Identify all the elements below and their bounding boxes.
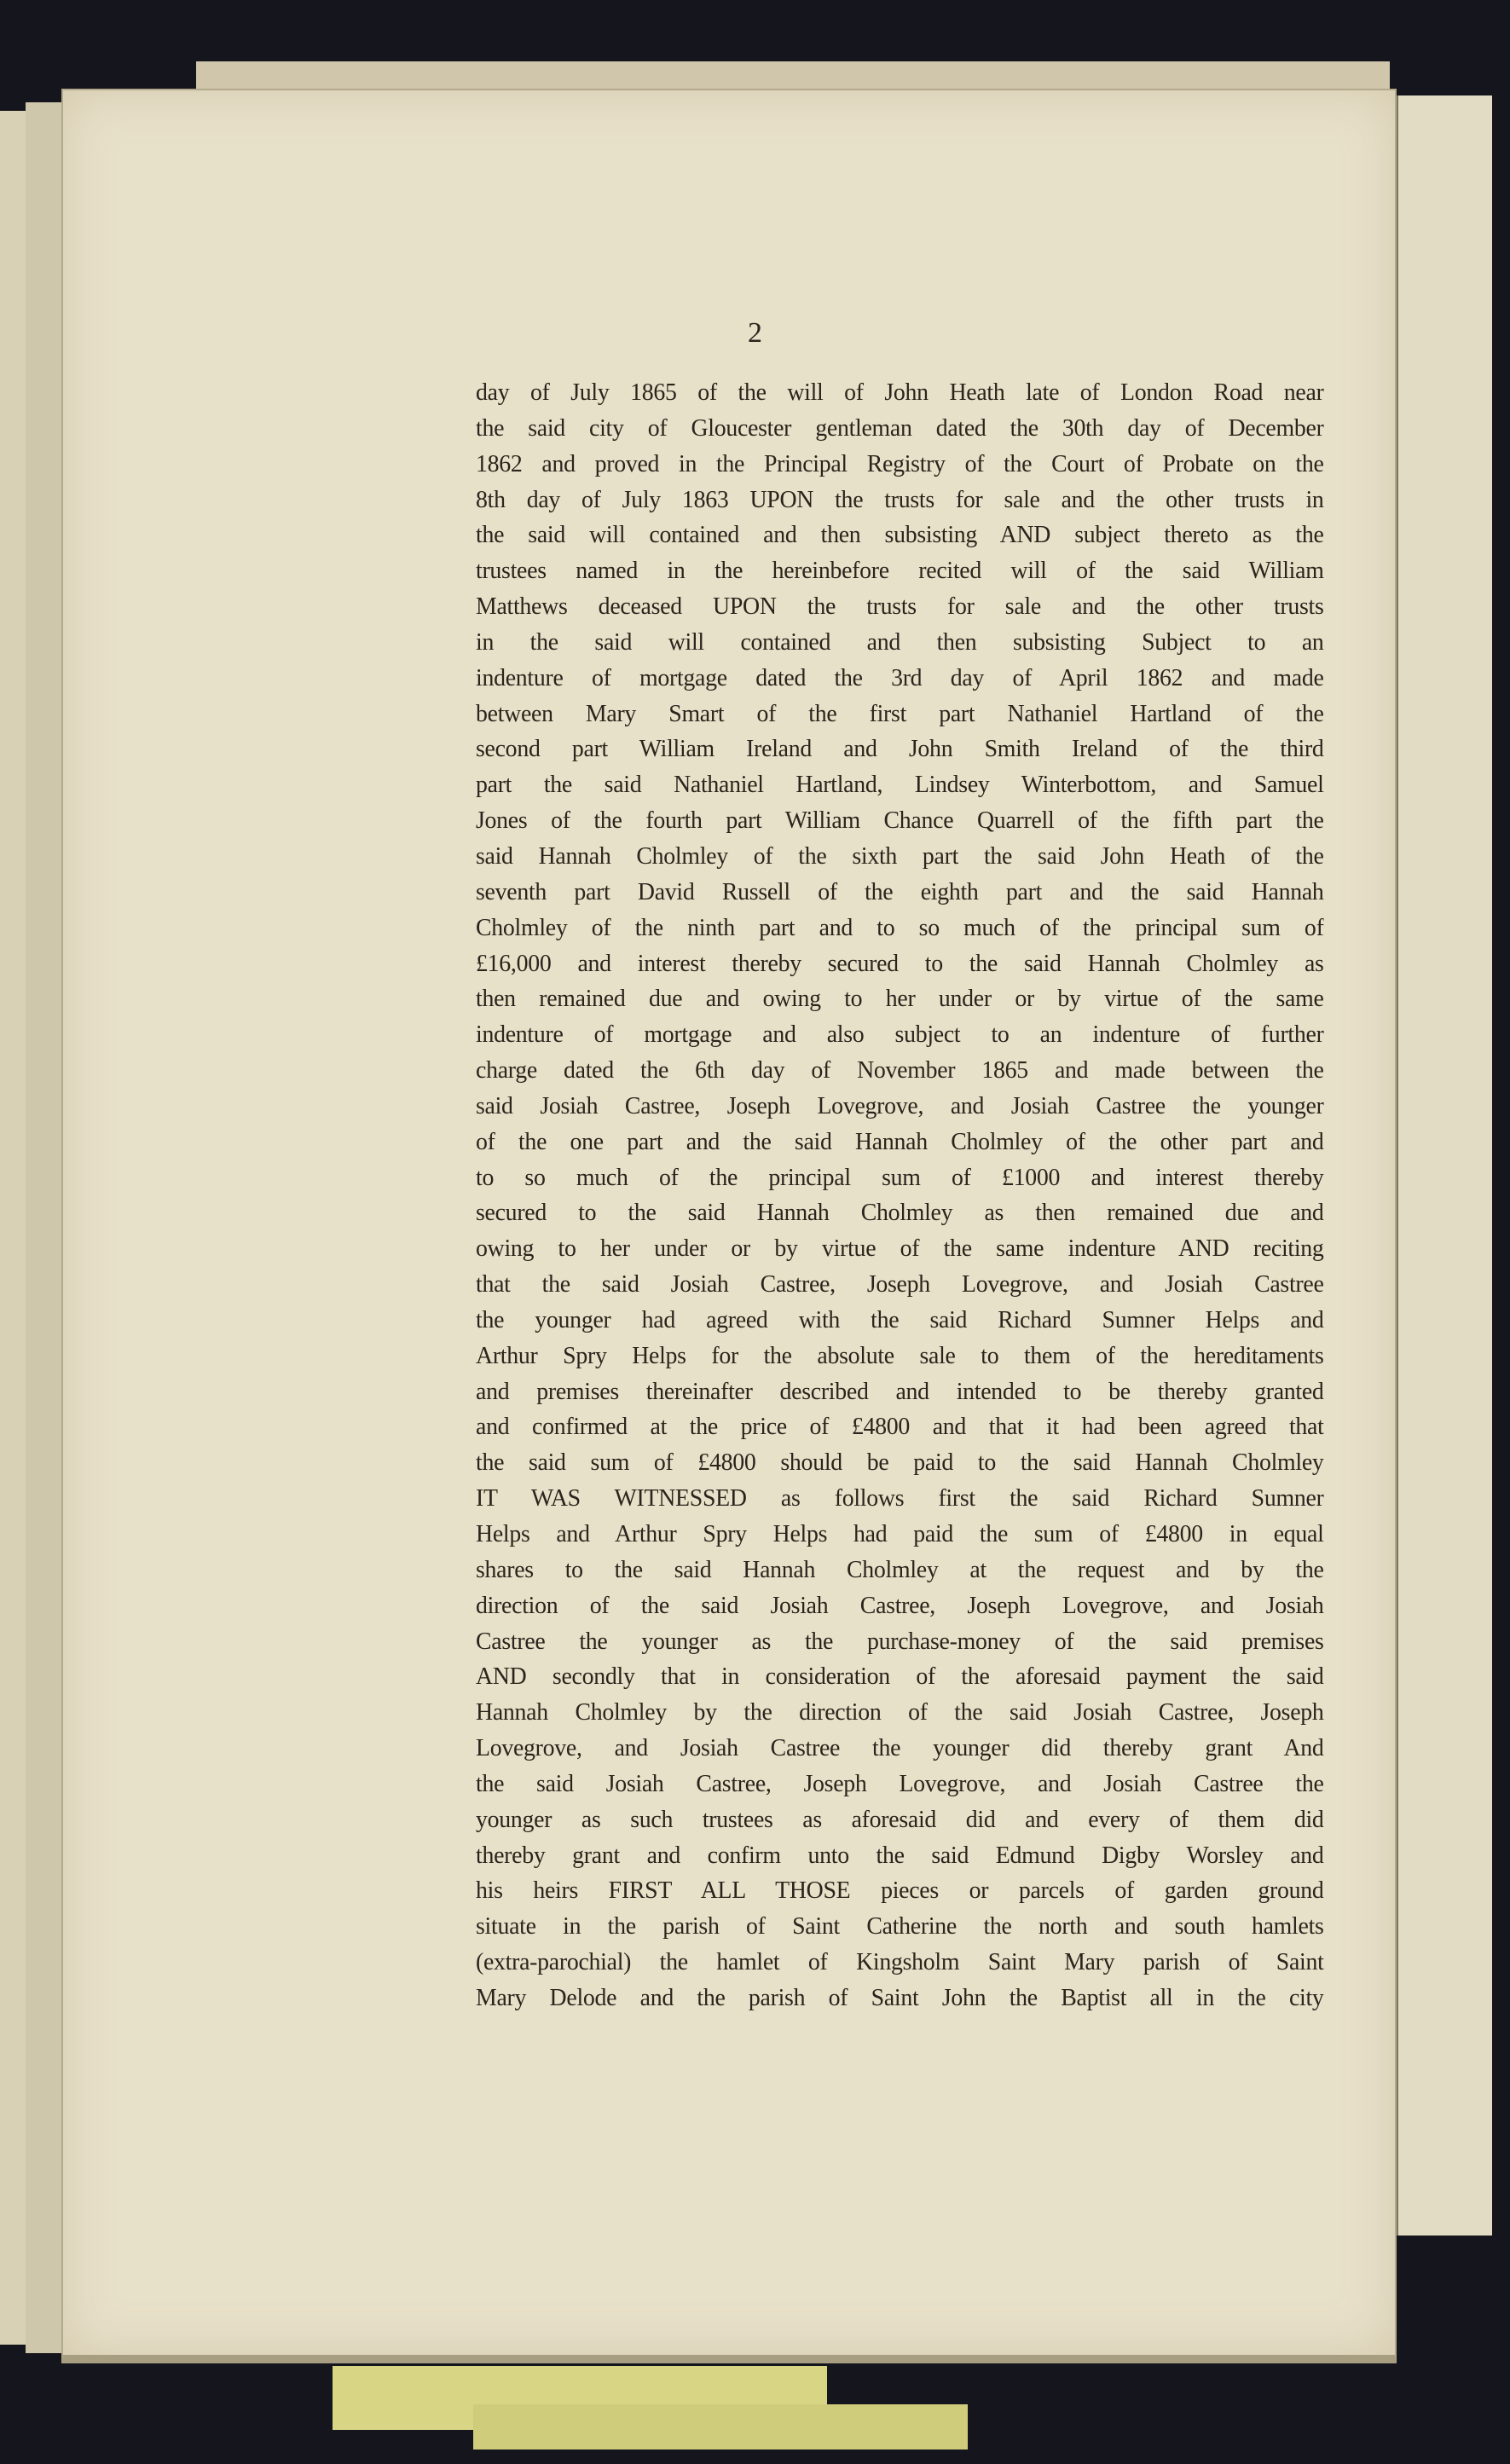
text-line: Cholmley of the ninth part and to so much of the principal sum of: [476, 913, 1324, 941]
text-line: situate in the parish of Saint Catherine the north and south hamlets: [476, 1912, 1324, 1941]
text-line: thereby grant and confirm unto the said Edmund Digby Worsley and: [476, 1841, 1324, 1869]
text-line: indenture of mortgage dated the 3rd day of April 1862 and made: [476, 663, 1324, 691]
text-line: (extra-parochial) the hamlet of Kingsholm Saint Mary parish of Saint: [476, 1948, 1324, 1976]
text-line: Mary Delode and the parish of Saint John the Baptist all in the city: [476, 1983, 1324, 2011]
text-line: 1862 and proved in the Principal Registry of the Court of Probate on the: [476, 449, 1324, 477]
text-line: the said will contained and then subsisting AND subject thereto as the: [476, 521, 1324, 549]
text-line: trustees named in the hereinbefore recited will of the said William: [476, 557, 1324, 585]
text-line: Arthur Spry Helps for the absolute sale to them of the hereditaments: [476, 1341, 1324, 1369]
text-line: said Josiah Castree, Joseph Lovegrove, and Josiah Castree the younger: [476, 1091, 1324, 1119]
text-line: Jones of the fourth part William Chance Quarrell of the fifth part the: [476, 807, 1324, 835]
text-line: direction of the said Josiah Castree, Joseph Lovegrove, and Josiah: [476, 1591, 1324, 1619]
text-line: second part William Ireland and John Smith Ireland of the third: [476, 735, 1324, 763]
text-line: and premises thereinafter described and intended to be thereby granted: [476, 1377, 1324, 1405]
text-line: the said sum of £4800 should be paid to the said Hannah Cholmley: [476, 1449, 1324, 1477]
text-line: IT WAS WITNESSED as follows first the said Richard Sumner: [476, 1484, 1324, 1513]
text-line: shares to the said Hannah Cholmley at the request and by the: [476, 1555, 1324, 1583]
document-body: [476, 375, 1324, 2016]
text-line: the younger had agreed with the said Richard Sumner Helps and: [476, 1305, 1324, 1333]
text-line: between Mary Smart of the first part Nathaniel Hartland of the: [476, 699, 1324, 727]
text-line: charge dated the 6th day of November 1865 and made between the: [476, 1056, 1324, 1085]
text-line: in the said will contained and then subsisting Subject to an: [476, 628, 1324, 656]
right-page-edge: [1395, 95, 1492, 2236]
text-line: part the said Nathaniel Hartland, Lindsey Winterbottom, and Samuel: [476, 771, 1324, 799]
text-line: then remained due and owing to her under or by virtue of the same: [476, 985, 1324, 1013]
text-line: that the said Josiah Castree, Joseph Lovegrove, and Josiah Castree: [476, 1270, 1324, 1299]
text-line: Castree the younger as the purchase-money of the said premises: [476, 1627, 1324, 1655]
text-line: and confirmed at the price of £4800 and that it had been agreed that: [476, 1413, 1324, 1441]
page-number: 2: [748, 317, 762, 349]
text-line: younger as such trustees as aforesaid did and every of them did: [476, 1805, 1324, 1833]
text-line: his heirs FIRST ALL THOSE pieces or parcels of garden ground: [476, 1877, 1324, 1905]
text-line: the said Josiah Castree, Joseph Lovegrove, and Josiah Castree the: [476, 1769, 1324, 1797]
text-line: day of July 1865 of the will of John Heath late of London Road near: [476, 379, 1324, 406]
text-line: Hannah Cholmley by the direction of the said Josiah Castree, Joseph: [476, 1698, 1324, 1727]
text-line: seventh part David Russell of the eighth part and the said Hannah: [476, 877, 1324, 905]
text-line: indenture of mortgage and also subject to an indenture of further: [476, 1021, 1324, 1049]
text-line: Helps and Arthur Spry Helps had paid the sum of £4800 in equal: [476, 1520, 1324, 1547]
text-line: of the one part and the said Hannah Cholmley of the other part and: [476, 1127, 1324, 1155]
text-line: to so much of the principal sum of £1000 and interest thereby: [476, 1163, 1324, 1191]
sticky-note: [473, 2404, 968, 2450]
text-line: £16,000 and interest thereby secured to the said Hannah Cholmley as: [476, 949, 1324, 977]
text-line: secured to the said Hannah Cholmley as then remained due and: [476, 1199, 1324, 1227]
text-line: the said city of Gloucester gentleman dated the 30th day of December: [476, 414, 1324, 442]
text-line: Matthews deceased UPON the trusts for sale and the other trusts: [476, 593, 1324, 621]
text-line: owing to her under or by virtue of the same indenture AND reciting: [476, 1235, 1324, 1263]
text-line: said Hannah Cholmley of the sixth part the said John Heath of the: [476, 842, 1324, 870]
text-line: AND secondly that in consideration of the aforesaid payment the said: [476, 1663, 1324, 1691]
text-line: 8th day of July 1863 UPON the trusts for sale and the other trusts in: [476, 485, 1324, 513]
text-line: Lovegrove, and Josiah Castree the younger did thereby grant And: [476, 1734, 1324, 1762]
